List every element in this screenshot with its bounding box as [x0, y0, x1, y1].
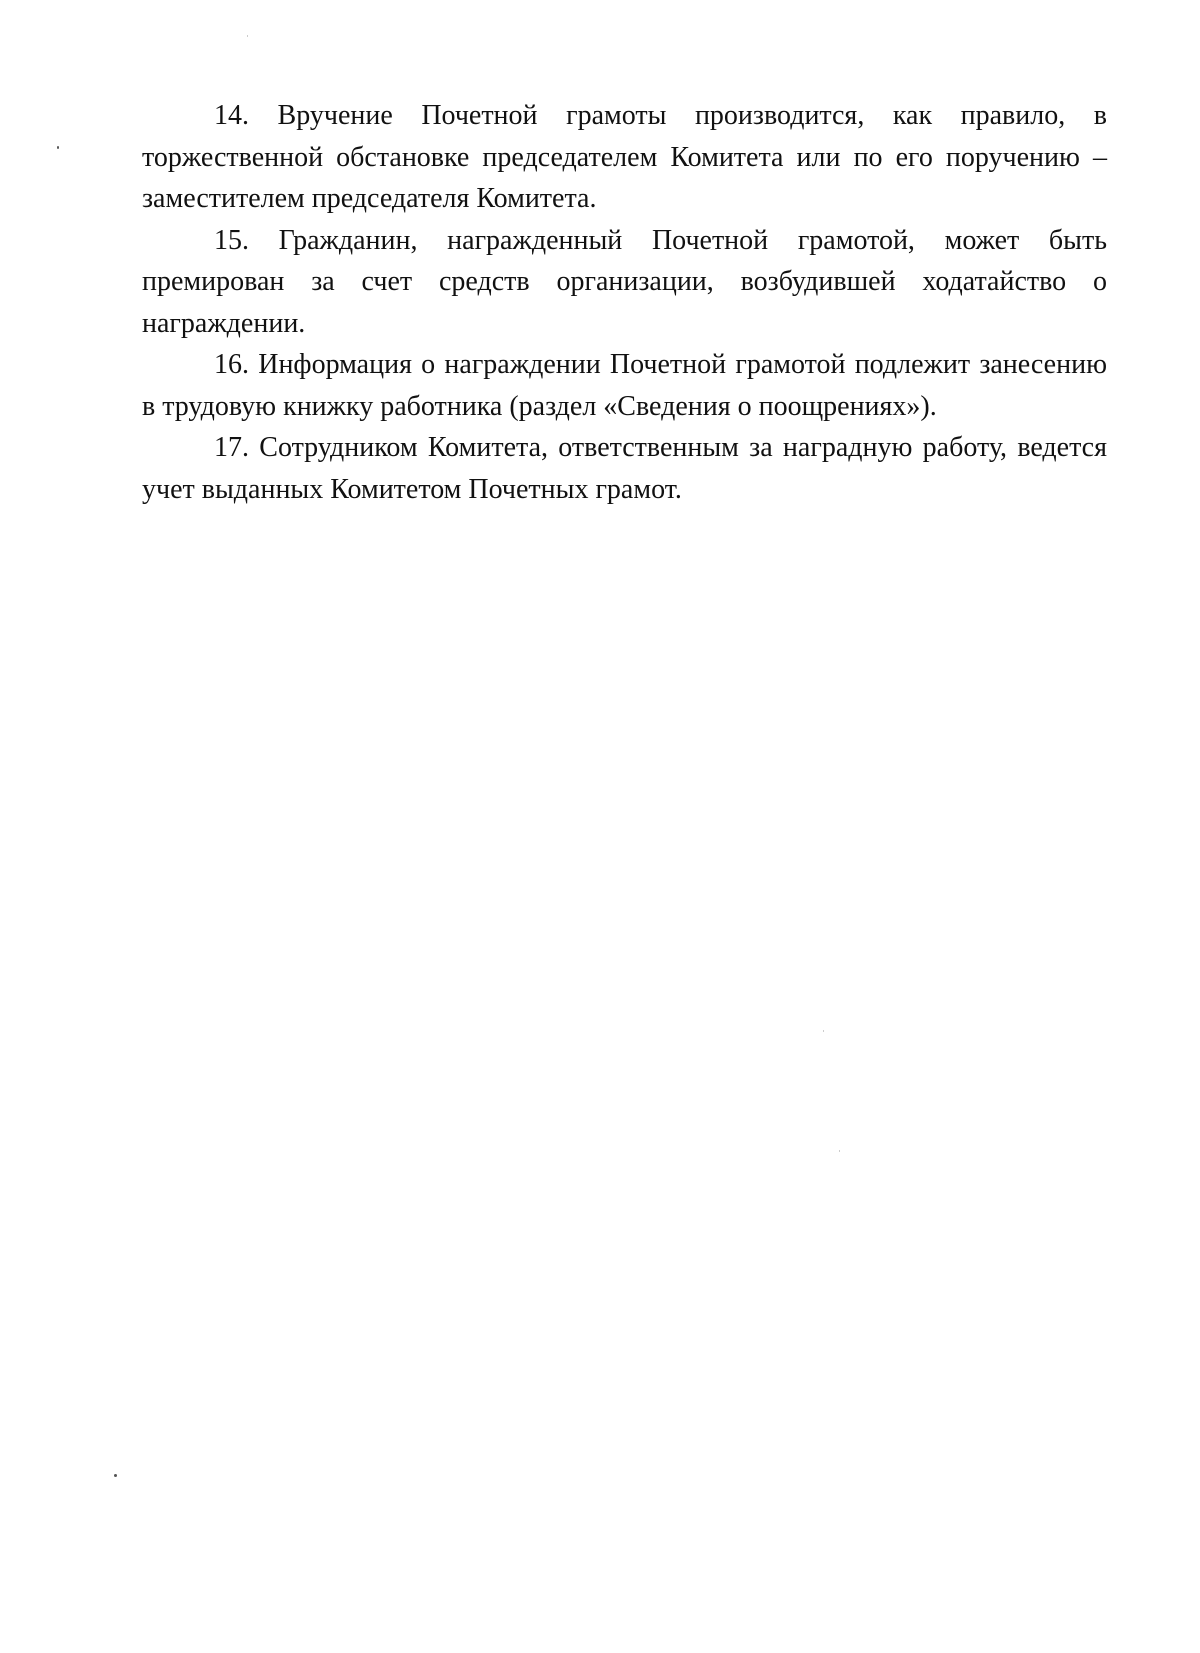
scan-speck	[247, 35, 248, 37]
paragraph-16: 16. Информация о награждении Почетной грамотой подлежит занесению в трудовую книжку работника (раздел «Сведения о поощрениях»).	[142, 349, 1107, 422]
paragraph-17: 17. Сотрудником Комитета, ответственным за наградную работу, ведется учет выданных Комитетом Почетных грамот.	[142, 432, 1107, 505]
paragraph-14: 14. Вручение Почетной грамоты производится, как правило, в торжественной обстановке председателем Комитета или по его поручению – заместителем председателя Комитета.	[142, 100, 1107, 214]
document-body	[142, 95, 1107, 510]
scan-speck	[57, 146, 59, 149]
scan-speck	[114, 1474, 117, 1477]
scan-speck	[839, 1150, 840, 1152]
scan-speck	[823, 1030, 824, 1032]
paragraph-15: 15. Гражданин, награжденный Почетной грамотой, может быть премирован за счет средств организации, возбудившей ходатайство о награждении.	[142, 224, 1107, 339]
